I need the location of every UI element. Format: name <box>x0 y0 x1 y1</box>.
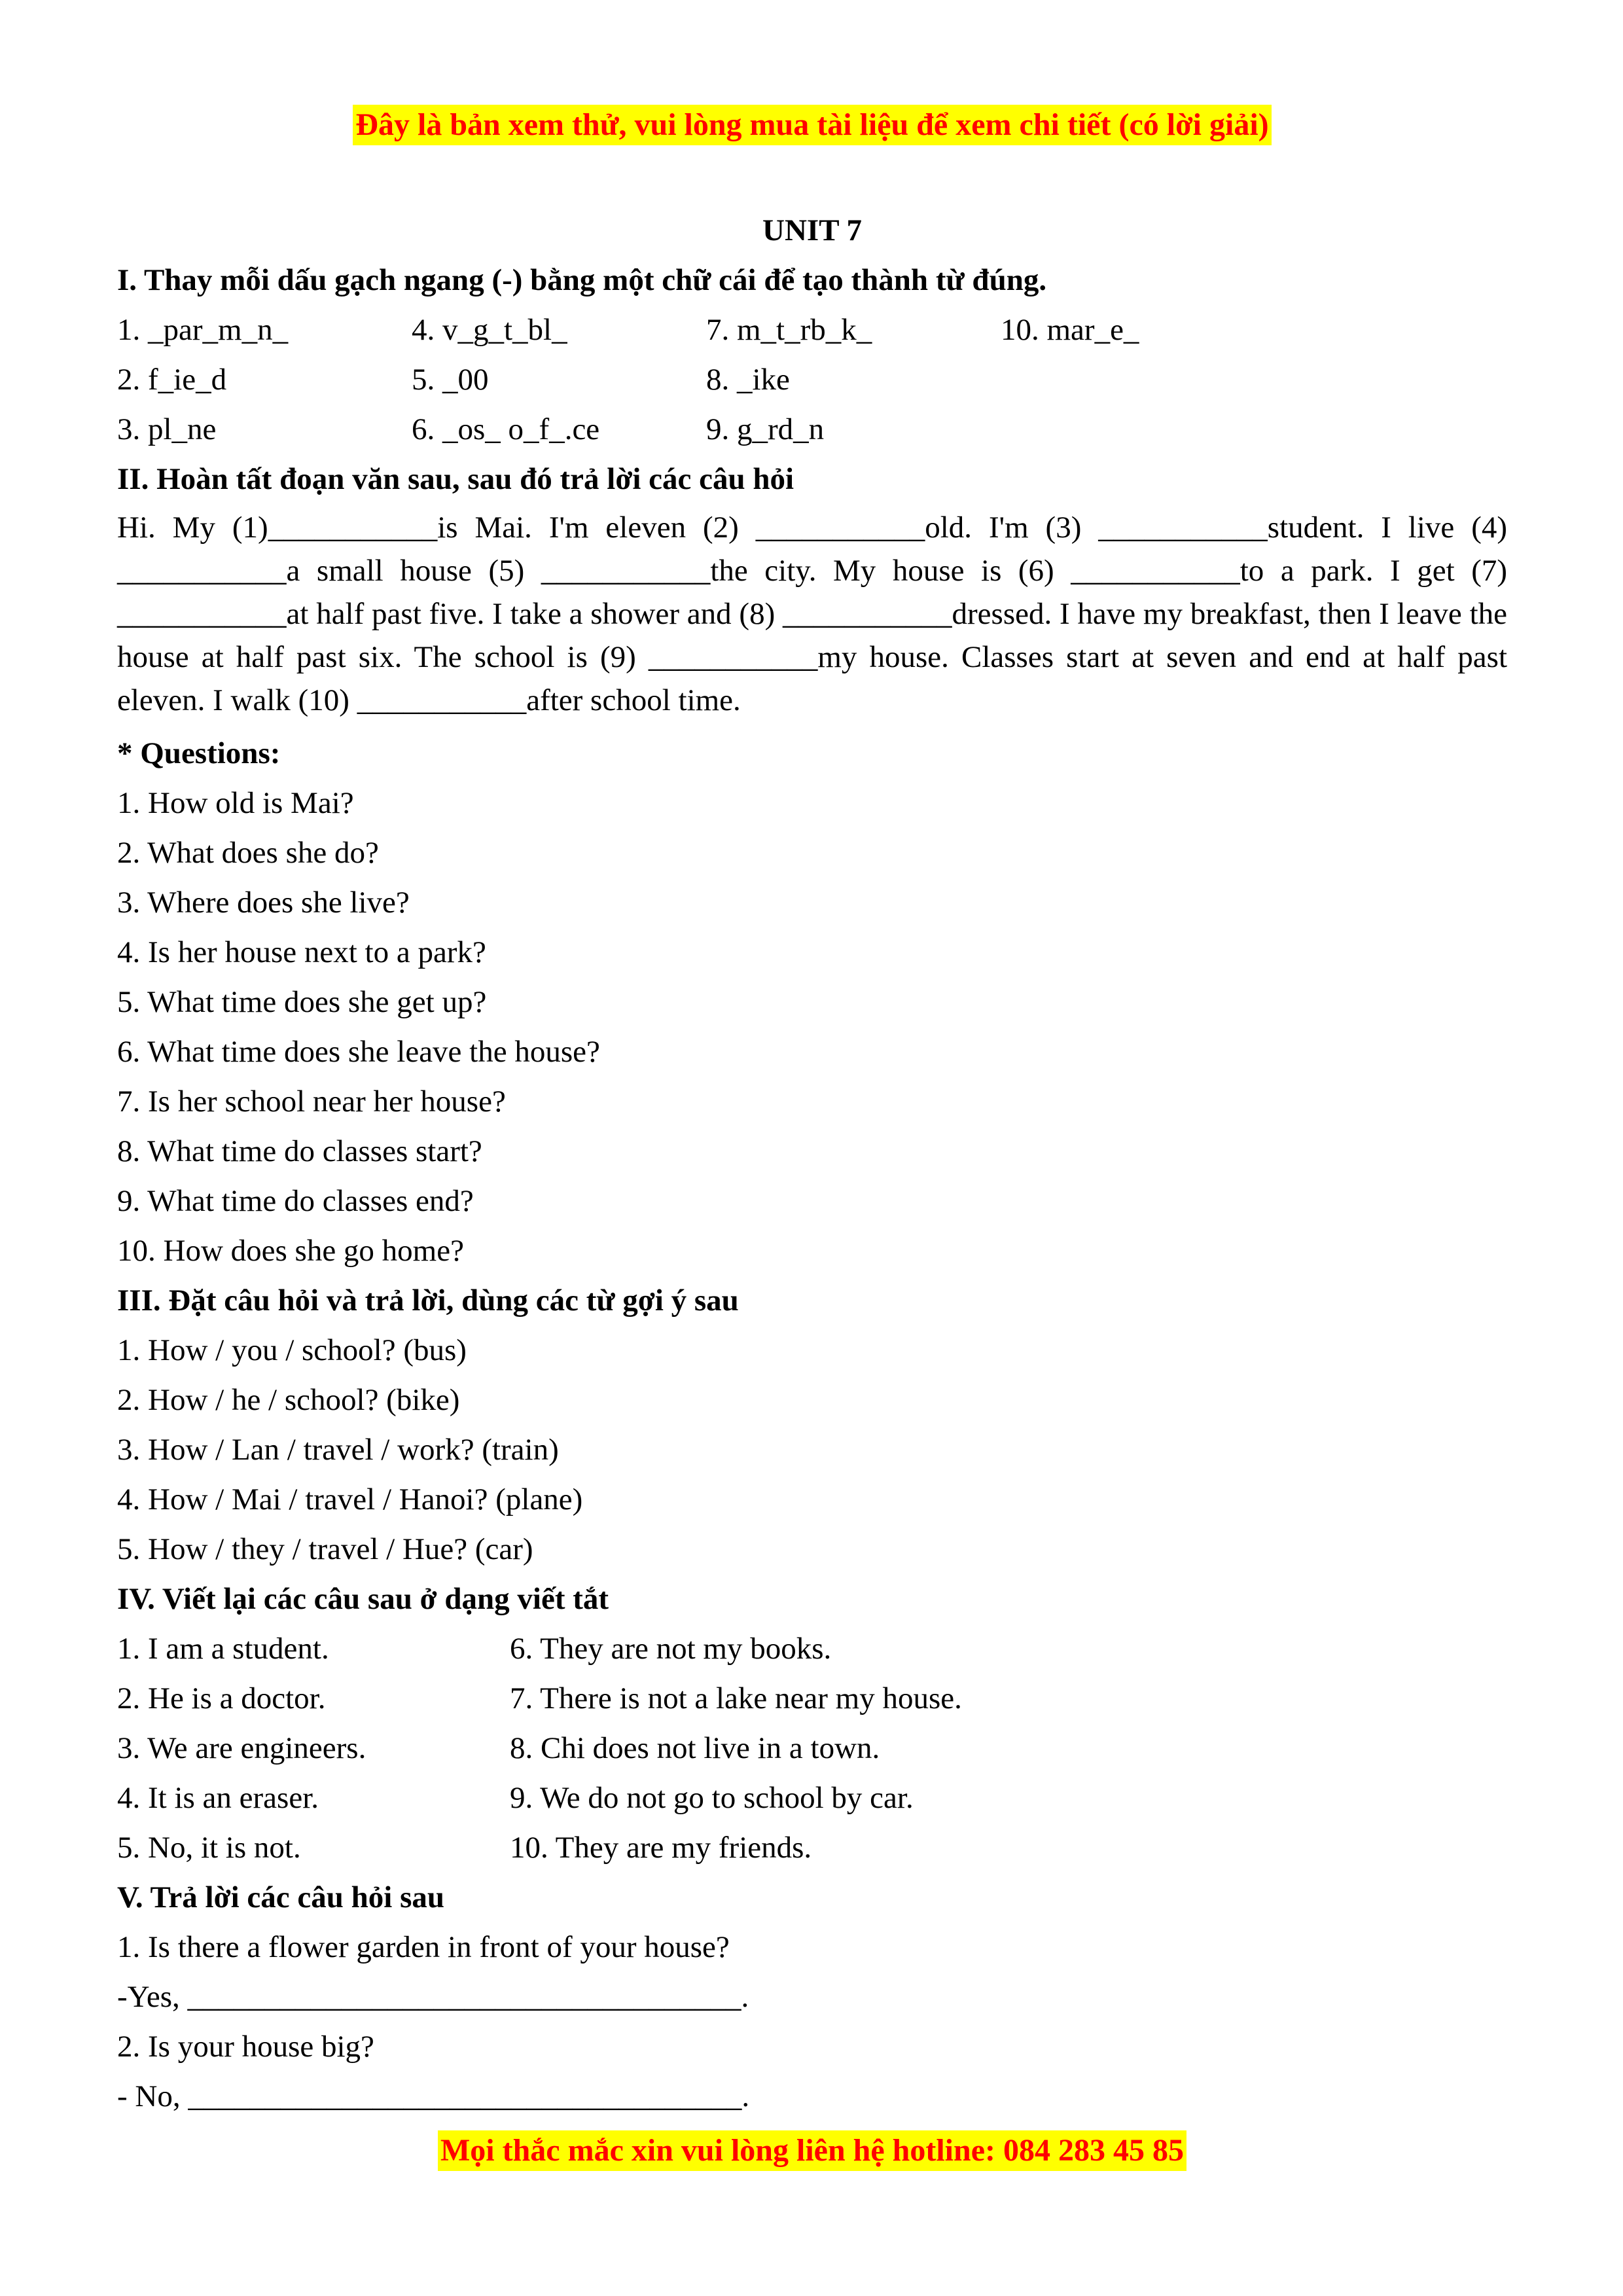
sentence-item: 5. No, it is not. <box>117 1831 301 1865</box>
word-item: 9. g_rd_n <box>706 412 825 446</box>
question-item: 5. What time does she get up? <box>117 985 487 1019</box>
question-item: 8. What time do classes start? <box>117 1134 482 1168</box>
sentence-item: 10. They are my friends. <box>510 1831 812 1865</box>
question-item: 4. Is her house next to a park? <box>117 935 486 969</box>
prompt-item: 1. How / you / school? (bus) <box>117 1333 467 1367</box>
section-4-row <box>117 1773 1507 1823</box>
question-item: 2. Is your house big? <box>117 2030 374 2064</box>
passage-text: to a park. I get (7) <box>1240 554 1508 588</box>
word-item: 7. m_t_rb_k_ <box>706 313 872 347</box>
sentence-item: 2. He is a doctor. <box>117 1681 326 1715</box>
unit-title: UNIT 7 <box>762 213 862 247</box>
section-5-heading: V. Trả lời các câu hỏi sau <box>117 1880 444 1914</box>
fill-blank: ___________ <box>117 597 287 631</box>
section-1-heading: I. Thay mỗi dấu gạch ngang (-) bằng một chữ cái để tạo thành từ đúng. <box>117 263 1047 297</box>
sentence-item: 9. We do not go to school by car. <box>510 1781 914 1815</box>
fill-blank: ___________ <box>117 554 287 588</box>
hotline-banner: Mọi thắc mắc xin vui lòng liên hệ hotline: 084 283 45 85 <box>438 2130 1186 2171</box>
word-item: 4. v_g_t_bl_ <box>412 313 567 347</box>
sentence-item: 3. We are engineers. <box>117 1731 366 1765</box>
passage-text: student. I live (4) <box>1267 511 1508 545</box>
question-item: 7. Is her school near her house? <box>117 1085 506 1119</box>
reading-passage <box>117 506 1507 722</box>
sentence-item: 6. They are not my books. <box>510 1632 832 1666</box>
question-item: 9. What time do classes end? <box>117 1184 474 1218</box>
section-4-heading: IV. Viết lại các câu sau ở dạng viết tắt <box>117 1582 609 1616</box>
passage-text: dressed. I have my breakfast, then I leave the house at half past six. The school is (9) <box>117 597 1507 674</box>
section-4-row <box>117 1723 1507 1773</box>
fill-blank: ___________ <box>783 597 952 631</box>
fill-blank: ___________ <box>268 511 438 545</box>
passage-text: my house. Classes start at seven and end at half past eleven. I walk (10) <box>117 640 1508 717</box>
sentence-item: 7. There is not a lake near my house. <box>510 1681 962 1715</box>
answer-line: - No, ____________________________________. <box>117 2079 750 2113</box>
section-1-row <box>117 305 1507 355</box>
passage-text: a small house (5) <box>286 554 541 588</box>
question-item: 1. How old is Mai? <box>117 786 354 820</box>
prompt-item: 3. How / Lan / travel / work? (train) <box>117 1433 559 1467</box>
bottom-banner-wrap <box>117 2130 1507 2171</box>
prompt-item: 2. How / he / school? (bike) <box>117 1383 460 1417</box>
preview-notice-banner: Đây là bản xem thử, vui lòng mua tài liệu để xem chi tiết (có lời giải) <box>353 105 1271 145</box>
word-item: 1. _par_m_n_ <box>117 313 289 347</box>
section-3-heading: III. Đặt câu hỏi và trả lời, dùng các từ gợi ý sau <box>117 1283 739 1318</box>
question-item: 1. Is there a flower garden in front of your house? <box>117 1930 730 1964</box>
question-item: 10. How does she go home? <box>117 1234 464 1268</box>
answer-line: -Yes, ____________________________________. <box>117 1980 749 2014</box>
top-banner-wrap <box>117 105 1507 145</box>
word-item: 3. pl_ne <box>117 412 217 446</box>
word-item: 6. _os_ o_f_.ce <box>412 412 600 446</box>
section-4-row <box>117 1624 1507 1674</box>
fill-blank: ___________ <box>755 511 925 545</box>
prompt-item: 4. How / Mai / travel / Hanoi? (plane) <box>117 1482 583 1516</box>
word-item: 8. _ike <box>706 363 790 397</box>
section-1-row <box>117 404 1507 454</box>
passage-text: the city. My house is (6) <box>710 554 1071 588</box>
word-item: 5. _00 <box>412 363 489 397</box>
word-item: 2. f_ie_d <box>117 363 227 397</box>
prompt-item: 5. How / they / travel / Hue? (car) <box>117 1532 533 1566</box>
question-item: 3. Where does she live? <box>117 886 410 920</box>
sentence-item: 8. Chi does not live in a town. <box>510 1731 880 1765</box>
passage-text: old. I'm (3) <box>925 511 1099 545</box>
questions-heading: * Questions: <box>117 736 281 770</box>
fill-blank: ___________ <box>1098 511 1268 545</box>
passage-text: Hi. My (1) <box>117 511 268 545</box>
passage-text: is Mai. I'm eleven (2) <box>437 511 756 545</box>
sentence-item: 1. I am a student. <box>117 1632 329 1666</box>
passage-text: at half past five. I take a shower and (8) <box>286 597 783 631</box>
fill-blank: ___________ <box>648 640 818 674</box>
section-2-heading: II. Hoàn tất đoạn văn sau, sau đó trả lời các câu hỏi <box>117 462 794 496</box>
fill-blank: ___________ <box>541 554 711 588</box>
section-4-row <box>117 1823 1507 1873</box>
worksheet-page <box>117 98 1507 2171</box>
passage-text: after school time. <box>526 683 741 717</box>
question-item: 6. What time does she leave the house? <box>117 1035 600 1069</box>
question-item: 2. What does she do? <box>117 836 379 870</box>
sentence-item: 4. It is an eraser. <box>117 1781 319 1815</box>
section-1-row <box>117 355 1507 404</box>
word-item: 10. mar_e_ <box>1001 313 1139 347</box>
section-4-row <box>117 1674 1507 1723</box>
fill-blank: ___________ <box>1071 554 1240 588</box>
fill-blank: ___________ <box>357 683 527 717</box>
